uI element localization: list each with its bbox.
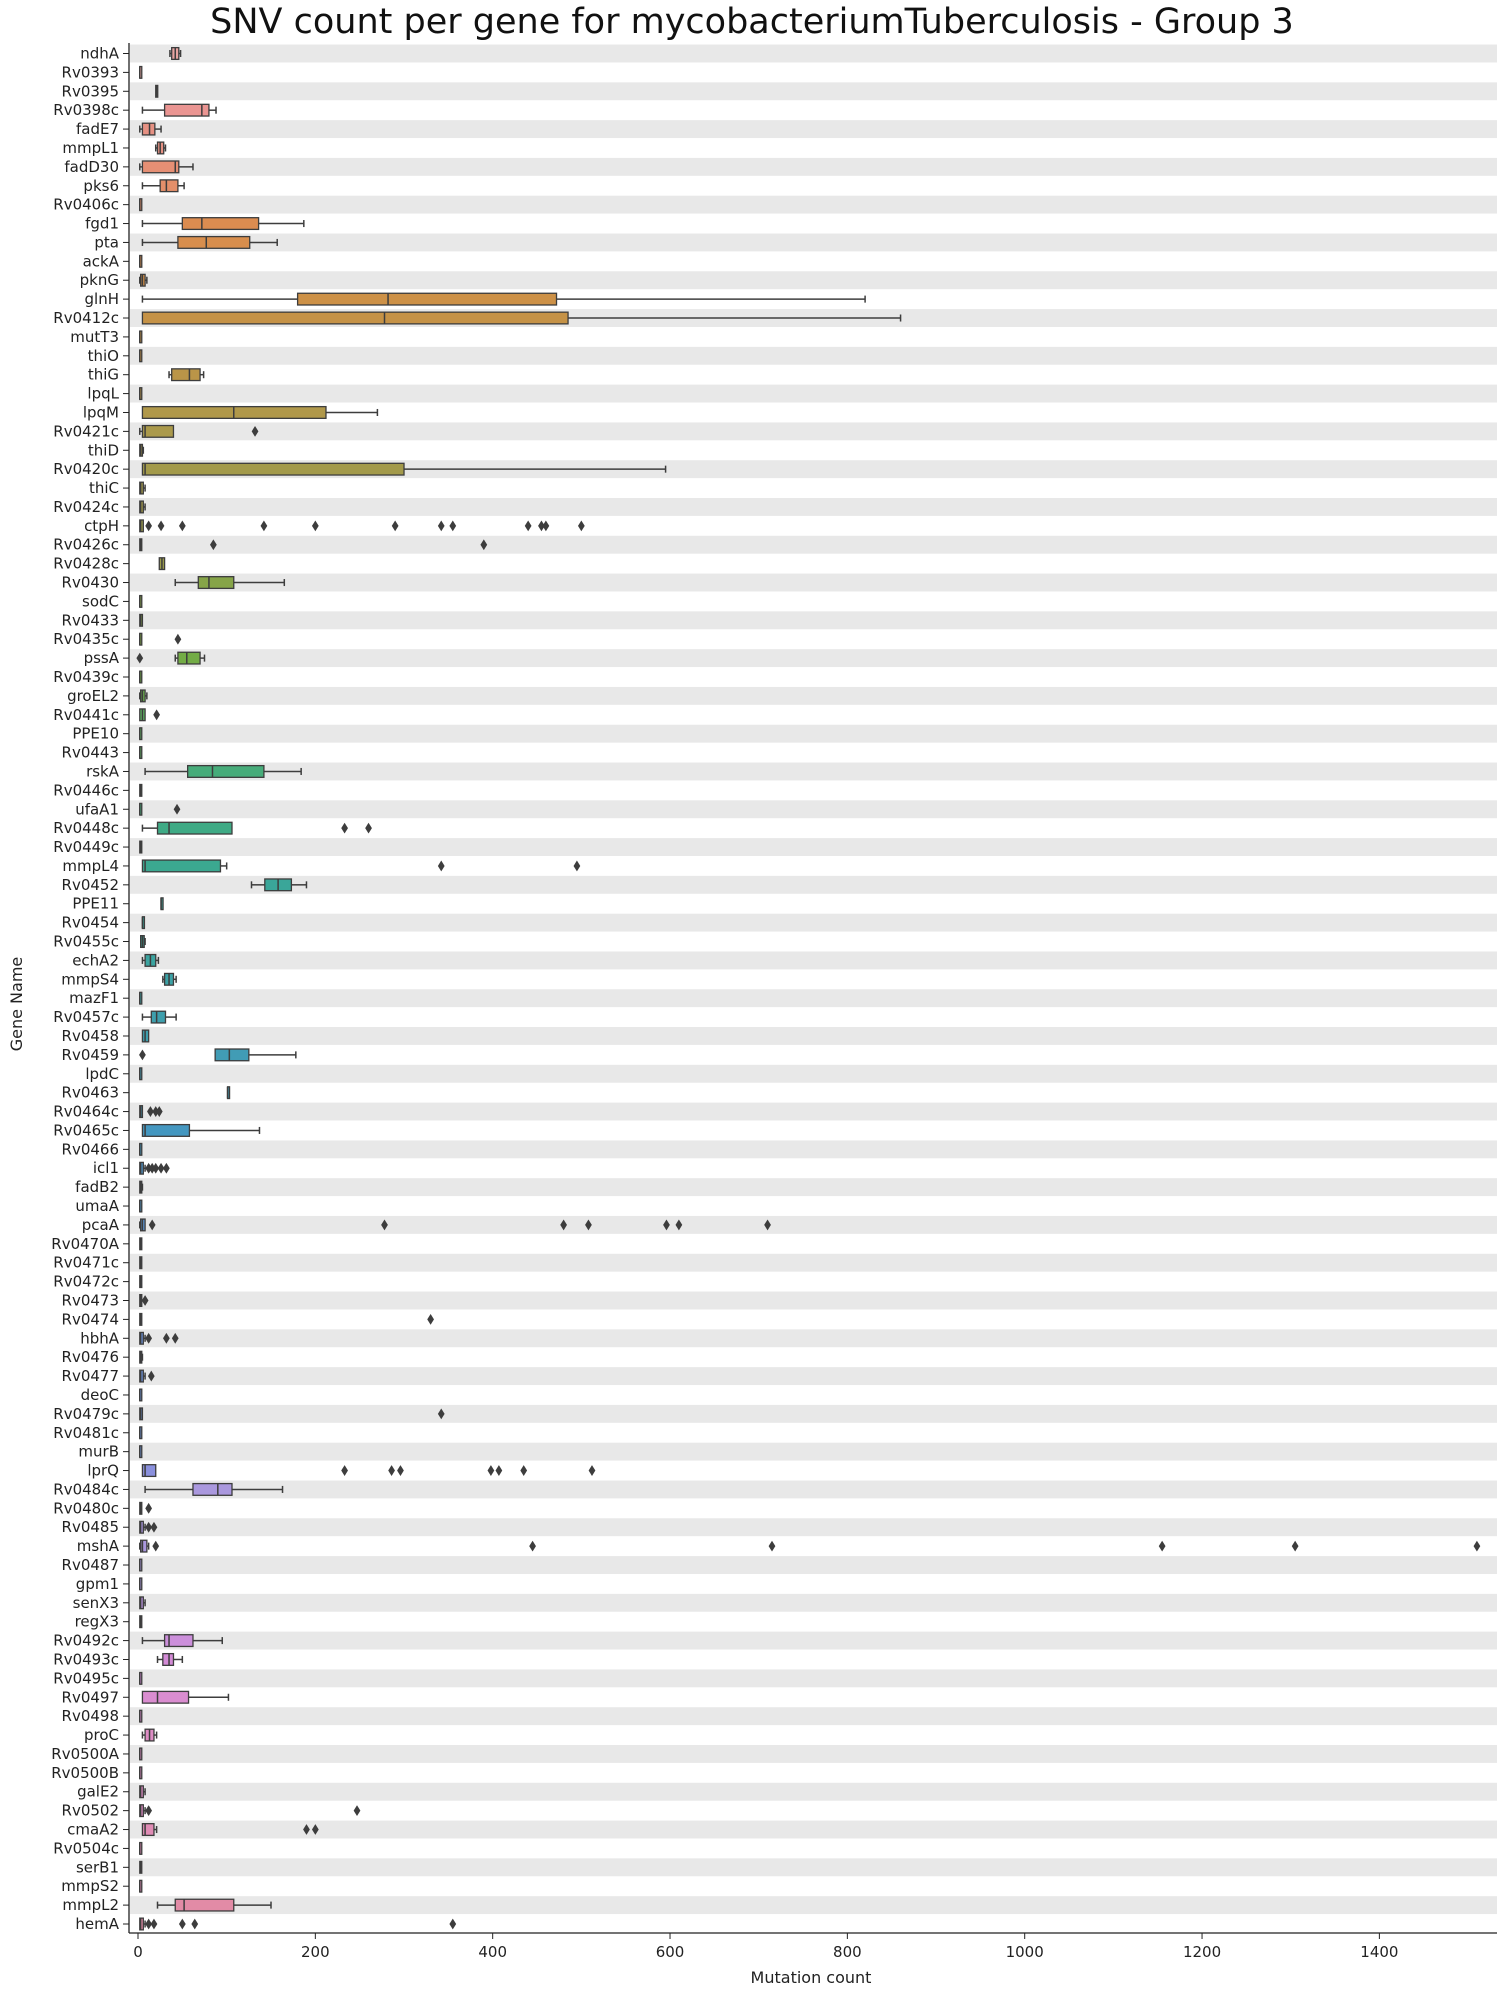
outlier-point <box>397 1465 404 1476</box>
gene-box-umaA <box>140 1200 142 1212</box>
row-band <box>130 800 1497 818</box>
row-band <box>130 838 1497 856</box>
outlier-point <box>191 1919 198 1930</box>
gene-box-lprQ <box>142 1465 595 1477</box>
row-band <box>130 725 1497 743</box>
row-band <box>130 1329 1497 1347</box>
gene-label: mshA <box>76 1537 119 1556</box>
x-ticks <box>133 1933 1398 1961</box>
gene-label: Rv0412c <box>53 309 119 328</box>
gene-label: umaA <box>75 1197 119 1216</box>
gene-box-thiD <box>140 444 144 456</box>
gene-label: Rv0492c <box>53 1631 119 1650</box>
row-band <box>130 687 1497 705</box>
gene-label: pssA <box>83 649 119 668</box>
gene-label: ctpH <box>84 516 119 535</box>
gene-label: mmpL4 <box>62 856 119 875</box>
gene-label: Rv0406c <box>53 195 119 214</box>
x-tick-label: 200 <box>301 1943 330 1961</box>
gene-label: Rv0433 <box>61 611 119 630</box>
gene-box-thiO <box>140 350 142 362</box>
iqr-box <box>142 860 220 872</box>
gene-box-mmpS2 <box>140 1880 142 1892</box>
iqr-box <box>198 577 233 589</box>
row-band <box>130 574 1497 592</box>
gene-label: Rv0471c <box>53 1253 119 1272</box>
row-band <box>130 45 1497 63</box>
outlier-point <box>529 1541 536 1552</box>
row-band <box>130 611 1497 629</box>
gene-label: ndhA <box>80 44 119 63</box>
gene-label: lpqL <box>87 384 119 403</box>
iqr-box <box>178 237 250 249</box>
gene-box-regX3 <box>140 1616 142 1628</box>
gene-label: Rv0497 <box>61 1688 119 1707</box>
gene-label: lpqM <box>82 403 119 422</box>
gene-box-pks6 <box>142 180 184 192</box>
outlier-point <box>354 1805 361 1816</box>
gene-label: hbhA <box>80 1329 119 1348</box>
gene-box-Rv0454 <box>142 917 144 929</box>
row-band <box>130 1443 1497 1461</box>
outlier-point <box>175 634 182 645</box>
gene-label: Rv0452 <box>61 875 119 894</box>
x-tick-label: 1200 <box>1182 1943 1222 1961</box>
gene-box-Rv0476 <box>140 1351 143 1363</box>
gene-box-Rv0474 <box>140 1314 434 1326</box>
gene-label: Rv0428c <box>53 554 119 573</box>
gene-label: Rv0448c <box>53 819 119 838</box>
row-band <box>130 82 1497 100</box>
gene-label: senX3 <box>72 1593 119 1612</box>
gene-box-hemA <box>140 1918 456 1930</box>
iqr-box <box>151 1011 165 1023</box>
gene-label: Rv0474 <box>61 1310 119 1329</box>
outlier-point <box>520 1465 527 1476</box>
iqr-box <box>142 1125 189 1137</box>
gene-box-Rv0395 <box>156 85 158 97</box>
gene-box-Rv0480c <box>140 1502 152 1514</box>
gene-box-Rv0471c <box>140 1257 142 1269</box>
gene-box-ackA <box>140 255 142 267</box>
gene-box-Rv0495c <box>140 1673 142 1685</box>
gene-label: deoC <box>80 1385 119 1404</box>
gene-label: regX3 <box>74 1612 119 1631</box>
gene-label: Rv0449c <box>53 838 119 857</box>
gene-label: thiG <box>87 365 119 384</box>
gene-box-Rv0498 <box>140 1710 142 1722</box>
gene-label: Rv0424c <box>53 497 119 516</box>
iqr-box <box>160 180 178 192</box>
gene-label: lpdC <box>85 1064 119 1083</box>
gene-box-lpqM <box>142 407 377 419</box>
outlier-point <box>578 520 585 531</box>
gene-label: proC <box>83 1726 119 1745</box>
gene-box-Rv0493c <box>158 1654 183 1666</box>
outlier-point <box>438 520 445 531</box>
outlier-point <box>341 823 348 834</box>
iqr-box <box>141 1540 147 1552</box>
iqr-box <box>182 218 258 230</box>
row-band <box>130 233 1497 251</box>
outlier-point <box>153 709 160 720</box>
row-band <box>130 498 1497 516</box>
gene-label: Rv0458 <box>61 1026 119 1045</box>
row-band <box>130 1292 1497 1310</box>
gene-label: lprQ <box>87 1461 119 1480</box>
gene-box-Rv0393 <box>140 67 142 79</box>
gene-label: Rv0477 <box>61 1367 119 1386</box>
gene-label: Rv0500A <box>51 1744 119 1763</box>
gene-label: Rv0443 <box>61 743 119 762</box>
row-band <box>130 1821 1497 1839</box>
gene-box-Rv0446c <box>140 785 142 797</box>
iqr-box <box>178 652 200 664</box>
row-band <box>130 1254 1497 1272</box>
gene-label: Rv0398c <box>53 101 119 120</box>
gene-box-Rv0439c <box>140 671 142 683</box>
gene-box-Rv0441c <box>140 709 160 721</box>
gene-label: Rv0439c <box>53 668 119 686</box>
gene-box-echA2 <box>142 955 158 967</box>
gene-label: Rv0466 <box>61 1140 119 1159</box>
outlier-point <box>496 1465 503 1476</box>
gene-box-Rv0458 <box>142 1030 148 1042</box>
gene-box-Rv0500B <box>140 1767 142 1779</box>
gene-box-Rv0457c <box>142 1011 176 1023</box>
gene-box-ndhA <box>170 48 181 60</box>
x-tick-label: 800 <box>833 1943 862 1961</box>
x-axis-title: Mutation count <box>750 1968 872 1987</box>
gene-box-serB1 <box>140 1861 142 1873</box>
row-band <box>130 1216 1497 1234</box>
gene-box-thiC <box>140 482 145 494</box>
gene-label: Rv0476 <box>61 1348 119 1367</box>
gene-box-Rv0465c <box>142 1125 259 1137</box>
gene-label: Rv0485 <box>61 1518 119 1537</box>
gene-label: Rv0455c <box>53 932 119 951</box>
gene-box-Rv0502 <box>140 1805 361 1817</box>
gene-label: Rv0498 <box>61 1707 119 1726</box>
row-band <box>130 1518 1497 1536</box>
row-band <box>130 1140 1497 1158</box>
row-band <box>130 1594 1497 1612</box>
gene-box-Rv0497 <box>142 1691 228 1703</box>
gene-box-mutT3 <box>140 331 142 343</box>
gene-label: fadB2 <box>75 1178 119 1197</box>
gene-label: Rv0472c <box>53 1272 119 1291</box>
gene-box-mmpL4 <box>142 860 580 872</box>
gene-label: Rv0454 <box>61 913 119 932</box>
outlier-point <box>392 520 399 531</box>
outlier-point <box>151 1919 158 1930</box>
gene-label: Rv0500B <box>51 1763 119 1782</box>
gene-box-fadB2 <box>140 1181 143 1193</box>
row-bands <box>130 45 1497 1915</box>
row-band <box>130 536 1497 554</box>
gene-labels <box>51 45 129 1934</box>
iqr-box <box>142 1691 188 1703</box>
outlier-point <box>449 1919 456 1930</box>
gene-box-Rv0500A <box>140 1748 142 1760</box>
iqr-box <box>163 1654 174 1666</box>
gene-label: Rv0446c <box>53 781 119 800</box>
x-tick-label: 1000 <box>1005 1943 1044 1961</box>
gene-label: glnH <box>84 290 119 309</box>
iqr-box <box>193 1484 232 1496</box>
gene-label: mutT3 <box>70 327 119 346</box>
outlier-point <box>438 861 445 872</box>
gene-label: groEL2 <box>67 686 119 705</box>
outlier-point <box>388 1465 395 1476</box>
gene-label: mazF1 <box>69 989 119 1008</box>
outlier-point <box>488 1465 495 1476</box>
gene-box-PPE10 <box>140 728 142 740</box>
gene-box-Rv0504c <box>140 1843 142 1855</box>
x-tick-label: 600 <box>655 1943 685 1961</box>
gene-label: pta <box>94 233 119 252</box>
outlier-point <box>152 1541 159 1552</box>
outlier-point <box>139 1049 146 1060</box>
row-band <box>130 1027 1497 1045</box>
outlier-point <box>145 1503 152 1514</box>
row-band <box>130 1103 1497 1121</box>
outlier-point <box>427 1314 434 1325</box>
outlier-point <box>1159 1541 1166 1552</box>
row-band <box>130 1065 1497 1083</box>
gene-label: Rv0463 <box>61 1083 119 1102</box>
gene-box-Rv0487 <box>140 1559 142 1571</box>
gene-label: pks6 <box>83 176 119 195</box>
gene-label: pknG <box>79 271 119 290</box>
gene-label: Rv0480c <box>53 1499 119 1518</box>
iqr-box <box>188 766 264 778</box>
gene-label: Rv0493c <box>53 1650 119 1669</box>
gene-box-lpqL <box>140 388 142 400</box>
outlier-point <box>589 1465 596 1476</box>
gene-label: mmpS2 <box>61 1877 119 1896</box>
outlier-point <box>574 861 581 872</box>
gene-box-mmpL1 <box>156 142 166 154</box>
gene-box-gpm1 <box>140 1578 142 1590</box>
gene-label: fadD30 <box>64 157 119 176</box>
iqr-box <box>142 426 173 438</box>
gene-label: Rv0502 <box>61 1801 119 1820</box>
gene-box-Rv0443 <box>140 747 142 759</box>
gene-box-lpdC <box>140 1068 142 1080</box>
gene-label: ufaA1 <box>75 800 119 819</box>
gene-label: Rv0464c <box>53 1102 119 1121</box>
gene-label: Rv0430 <box>61 573 119 592</box>
row-band <box>130 989 1497 1007</box>
row-band <box>130 1480 1497 1498</box>
gene-label: hemA <box>75 1915 119 1933</box>
outlier-point <box>261 520 268 531</box>
outlier-point <box>341 1465 348 1476</box>
gene-box-Rv0455c <box>141 936 145 948</box>
outlier-point <box>179 520 186 531</box>
iqr-box <box>142 123 154 135</box>
gene-box-sodC <box>140 596 142 608</box>
gene-label: Rv0459 <box>61 1045 119 1064</box>
gene-label: icl1 <box>92 1159 119 1178</box>
outlier-point <box>525 520 532 531</box>
gene-box-thiG <box>169 369 204 381</box>
row-band <box>130 1556 1497 1574</box>
gene-box-Rv0472c <box>140 1276 142 1288</box>
iqr-box <box>142 312 568 324</box>
gene-box-Rv0433 <box>140 614 143 626</box>
row-band <box>130 1858 1497 1876</box>
gene-label: sodC <box>82 592 119 611</box>
gene-box-Rv0466 <box>140 1143 142 1155</box>
gene-label: thiO <box>87 346 119 365</box>
iqr-box <box>142 161 178 173</box>
gene-label: Rv0457c <box>53 1008 119 1027</box>
gene-box-Rv0449c <box>140 841 142 853</box>
y-axis-title: Gene Name <box>7 956 26 1052</box>
gene-box-deoC <box>140 1389 142 1401</box>
outlier-point <box>1292 1541 1299 1552</box>
gene-label: echA2 <box>72 951 119 970</box>
gene-box-Rv0485 <box>140 1521 158 1533</box>
gene-label: murB <box>78 1442 119 1461</box>
gene-label: Rv0421c <box>53 422 119 441</box>
gene-label: Rv0481c <box>53 1423 119 1442</box>
outlier-point <box>158 520 165 531</box>
gene-box-fgd1 <box>142 218 303 230</box>
row-band <box>130 120 1497 138</box>
row-band <box>130 347 1497 365</box>
gene-label: Rv0504c <box>53 1839 119 1858</box>
row-band <box>130 1669 1497 1687</box>
gene-box-Rv0435c <box>140 633 182 645</box>
row-band <box>130 1896 1497 1914</box>
gene-box-Rv0459 <box>139 1049 296 1061</box>
x-tick-label: 400 <box>478 1943 508 1961</box>
gene-box-Rv0463 <box>228 1087 230 1099</box>
gene-label: Rv0484c <box>53 1480 119 1499</box>
gene-label: cmaA2 <box>67 1820 119 1839</box>
gene-box-Rv0428c <box>159 558 164 570</box>
row-band <box>130 1178 1497 1196</box>
gene-label: Rv0393 <box>61 63 119 82</box>
gene-box-mshA <box>140 1540 1481 1552</box>
gene-label: Rv0487 <box>61 1556 119 1575</box>
outlier-point <box>365 823 372 834</box>
gene-box-mmpS4 <box>163 973 176 985</box>
gene-label: Rv0479c <box>53 1404 119 1423</box>
chart-title: SNV count per gene for mycobacteriumTuberculosis - Group 3 <box>210 2 1294 42</box>
row-band <box>130 1745 1497 1763</box>
gene-label: Rv0470A <box>51 1234 119 1253</box>
iqr-box <box>298 293 557 305</box>
gene-label: mmpL2 <box>62 1896 119 1915</box>
outlier-point <box>179 1919 186 1930</box>
gene-label: Rv0395 <box>61 82 119 101</box>
outlier-point <box>312 520 319 531</box>
gene-label: thiC <box>88 479 119 498</box>
row-band <box>130 271 1497 289</box>
outlier-point <box>145 1805 152 1816</box>
row-band <box>130 158 1497 176</box>
gene-box-Rv0481c <box>140 1427 142 1439</box>
gene-label: Rv0420c <box>53 460 119 479</box>
row-band <box>130 951 1497 969</box>
gene-label: Rv0435c <box>53 630 119 649</box>
gene-box-Rv0470A <box>140 1238 142 1250</box>
iqr-box <box>142 463 404 475</box>
gene-label: fgd1 <box>85 214 119 233</box>
gene-box-mazF1 <box>140 992 142 1004</box>
gene-box-ctpH <box>140 520 585 532</box>
gene-box-Rv0406c <box>140 199 142 211</box>
outlier-point <box>543 520 550 531</box>
row-band <box>130 1367 1497 1385</box>
iqr-box <box>172 369 200 381</box>
gene-label: PPE10 <box>72 724 119 743</box>
row-band <box>130 876 1497 894</box>
x-tick-label: 0 <box>133 1943 143 1961</box>
gene-label: Rv0495c <box>53 1669 119 1688</box>
gene-box-glnH <box>142 293 865 305</box>
row-band <box>130 385 1497 403</box>
row-band <box>130 422 1497 440</box>
row-band <box>130 649 1497 667</box>
gene-label: PPE11 <box>72 894 119 913</box>
iqr-box <box>142 1824 154 1836</box>
gene-label: rskA <box>86 762 119 781</box>
gene-label: thiD <box>87 441 119 460</box>
gene-label: pcaA <box>81 1215 119 1234</box>
row-band <box>130 914 1497 932</box>
outlier-point <box>1474 1541 1481 1552</box>
row-band <box>130 763 1497 781</box>
gene-box-Rv0448c <box>142 822 371 834</box>
row-band <box>130 1707 1497 1725</box>
gene-label: mmpL1 <box>62 138 119 157</box>
row-band <box>130 1405 1497 1423</box>
gene-label: fadE7 <box>75 120 119 139</box>
gene-label: mmpS4 <box>61 970 119 989</box>
x-tick-label: 1400 <box>1360 1943 1399 1961</box>
gene-label: galE2 <box>77 1782 119 1801</box>
row-band <box>130 196 1497 214</box>
row-band <box>130 1632 1497 1650</box>
gene-box-murB <box>140 1446 142 1458</box>
gene-label: Rv0465c <box>53 1121 119 1140</box>
gene-label: ackA <box>82 252 119 271</box>
gene-label: serB1 <box>75 1858 119 1877</box>
gene-label: Rv0426c <box>53 535 119 554</box>
outlier-point <box>769 1541 776 1552</box>
gene-label: Rv0473 <box>61 1291 119 1310</box>
row-band <box>130 1783 1497 1801</box>
gene-box-proC <box>142 1729 156 1741</box>
outlier-point <box>145 520 152 531</box>
gene-box-icl1 <box>140 1162 170 1174</box>
outlier-point <box>449 520 456 531</box>
iqr-box <box>215 1049 249 1061</box>
gene-label: Rv0441c <box>53 705 119 724</box>
gene-box-PPE11 <box>161 898 163 910</box>
gene-box-Rv0398c <box>142 104 216 116</box>
gene-label: gpm1 <box>75 1574 119 1593</box>
outlier-point <box>163 1163 170 1174</box>
